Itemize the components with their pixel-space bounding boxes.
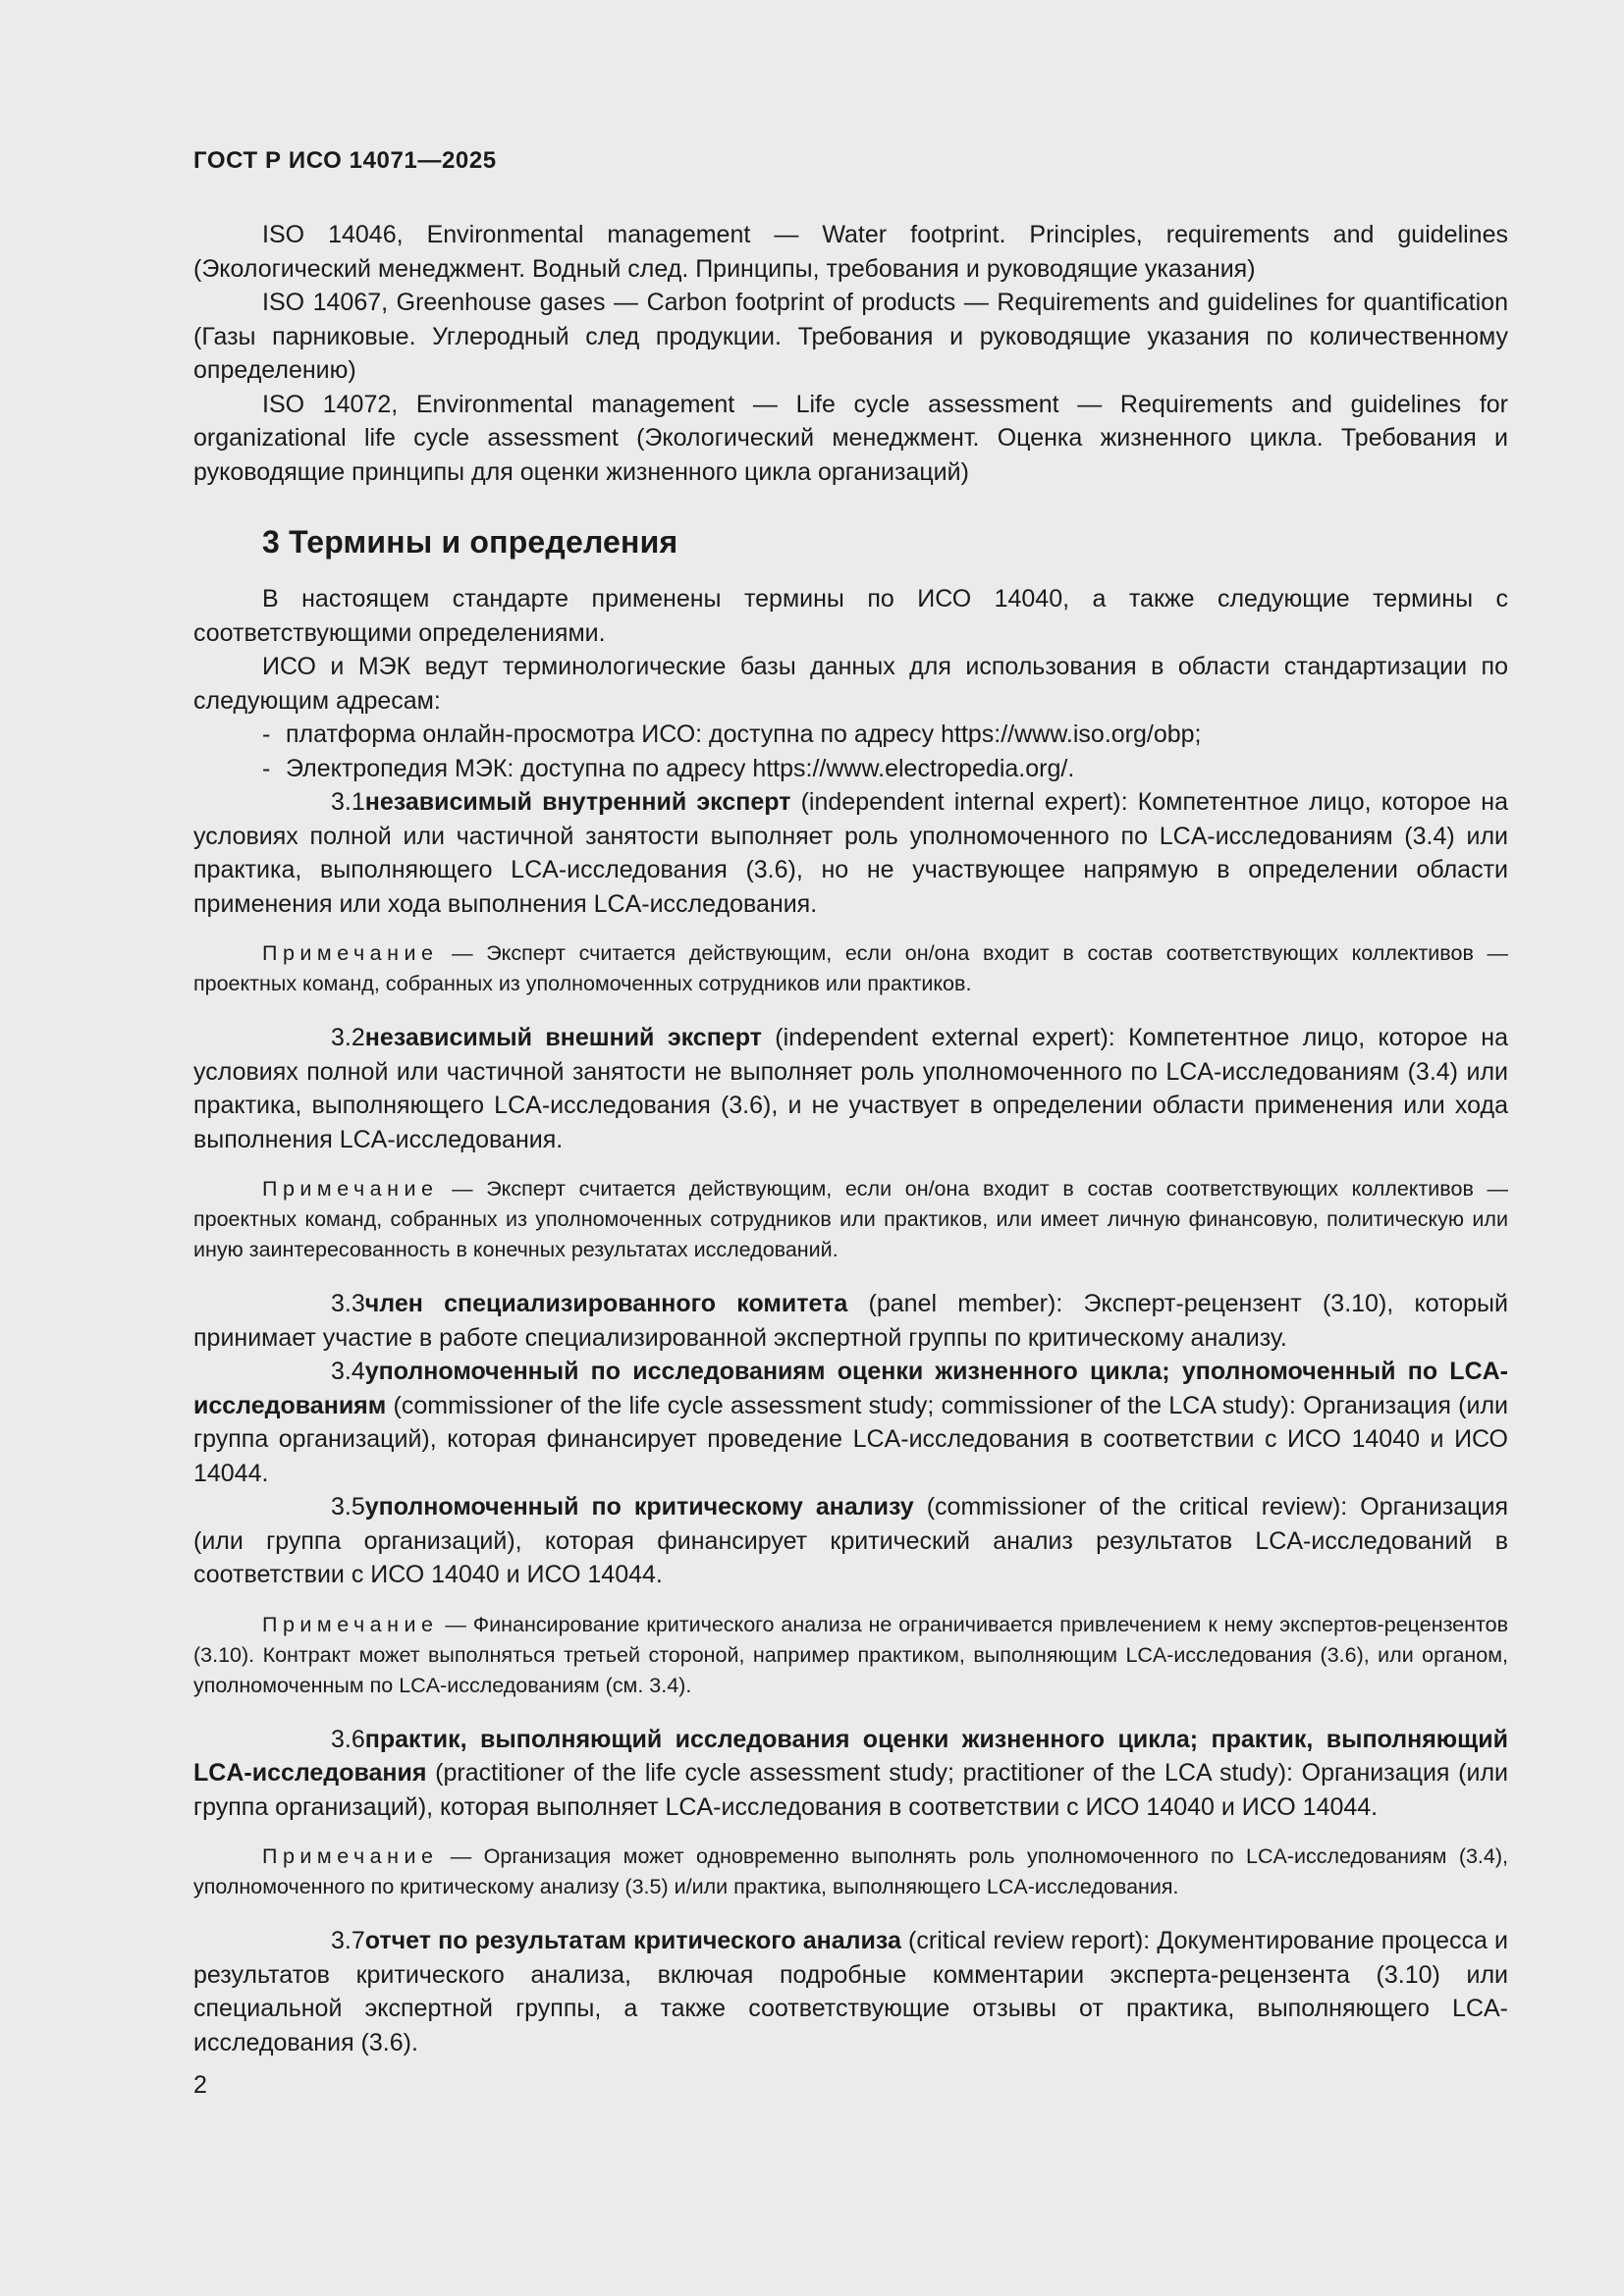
term-note (193, 1842, 1508, 1902)
list-item-text: Электропедия МЭК: доступна по адресу https://www.electropedia.org/. (286, 754, 1075, 782)
term-definition: (commissioner of the life cycle assessment study; commissioner of the LCA study): Организация (или группа организаций), которая финансирует проведение LCA-исследования в соответствии с ИСО 14040 и ИСО 14044. (193, 1391, 1508, 1487)
term-note (193, 1174, 1508, 1265)
note-text: — Эксперт считается действующим, если он/она входит в состав соответствующих коллективов — проектных команд, собранных из уполномоченных сотрудников или практиков, или имеет личную финансовую, политическую или иную заинтересованность в конечных результатах исследований. (193, 1177, 1508, 1261)
term-number: 3.6 (331, 1725, 365, 1753)
term-entry-3-7 (193, 1924, 1508, 2059)
term-name: член специализированного комитета (364, 1290, 848, 1317)
term-definition: (critical review report): Документирование процесса и результатов критического анализа, включая подробные комментарии эксперта-рецензента (3.10) или специальной экспертной группы, а также соответствующие отзывы от практика, выполняющего LCA-исследования (3.6). (193, 1927, 1508, 2056)
section-intro: ИСО и МЭК ведут терминологические базы данных для использования в области стандартизации по следующим адресам: (193, 653, 1508, 715)
term-name: практик, выполняющий исследования оценки жизненного цикла; практик, выполняющий LCA-исследования (193, 1725, 1508, 1787)
list-item-text: платформа онлайн-просмотра ИСО: доступна по адресу https://www.iso.org/obp; (286, 721, 1202, 748)
note-label: Примечание (262, 1844, 439, 1868)
term-entry-3-6 (193, 1723, 1508, 1825)
term-number: 3.1 (331, 788, 365, 816)
term-name: отчет по результатам критического анализа (364, 1927, 901, 1954)
term-definition: (panel member): Эксперт-рецензент (3.10), который принимает участие в работе специализированной экспертной группы по критическому анализу. (193, 1290, 1508, 1352)
term-name: независимый внутренний эксперт (364, 788, 791, 816)
reference-item: ISO 14046, Environmental management — Water footprint. Principles, requirements and guidelines (Экологический менеджмент. Водный след. Принципы, требования и руководящие указания) (193, 221, 1508, 283)
term-entry-3-3 (193, 1287, 1508, 1355)
term-number: 3.2 (331, 1024, 365, 1051)
term-definition: (independent external expert): Компетентное лицо, которое на условиях полной или частичной занятости не выполняет роль уполномоченного по LCA-исследованиям (3.4) или практика, выполняющего LCA-исследования (3.6), и не участвует в определении области применения или хода выполнения LCA-исследования. (193, 1024, 1508, 1153)
term-note (193, 938, 1508, 999)
term-number: 3.3 (331, 1290, 365, 1317)
list-item: - Электропедия МЭК: доступна по адресу https://www.electropedia.org/. (262, 754, 1075, 782)
term-entry-3-4 (193, 1355, 1508, 1490)
reference-item: ISO 14072, Environmental management — Life cycle assessment — Requirements and guidelines for organizational life cycle assessment (Экологический менеджмент. Оценка жизненного цикла. Требования и руководящие принципы для оценки жизненного цикла организаций) (193, 390, 1508, 486)
note-label: Примечание (262, 1177, 439, 1201)
page-number: 2 (193, 2071, 207, 2099)
note-text: — Организация может одновременно выполнять роль уполномоченного по LCA-исследованиям (3.4), уполномоченного по критическому анализу (3.5) и/или практика, выполняющего LCA-исследования. (193, 1844, 1508, 1898)
term-number: 3.7 (331, 1927, 365, 1954)
term-name: независимый внешний эксперт (364, 1024, 762, 1051)
term-definition: (commissioner of the critical review): Организация (или группа организаций), которая финансирует критический анализ результатов LCA-исследований в соответствии с ИСО 14040 и ИСО 14044. (193, 1493, 1509, 1588)
term-entry-3-1 (193, 785, 1508, 921)
document-header: ГОСТ Р ИСО 14071—2025 (193, 147, 497, 174)
note-label: Примечание (262, 1612, 439, 1636)
term-entry-3-2 (193, 1021, 1508, 1156)
section-intro: В настоящем стандарте применены термины по ИСО 14040, а также следующие термины с соответствующими определениями. (193, 585, 1508, 647)
list-item: - платформа онлайн-просмотра ИСО: доступна по адресу https://www.iso.org/obp; (262, 721, 1202, 748)
reference-item: ISO 14067, Greenhouse gases — Carbon footprint of products — Requirements and guidelines for quantification (Газы парниковые. Углеродный след продукции. Требования и руководящие указания по количественному определению) (193, 289, 1508, 384)
term-definition: (independent internal expert): Компетентное лицо, которое на условиях полной или частичной занятости выполняет роль уполномоченного по LCA-исследованиям (3.4) или практика, выполняющего LCA-исследования (3.6), но не участвующее напрямую в определении области применения или хода выполнения LCA-исследования. (193, 788, 1509, 918)
section-title: 3 Термины и определения (262, 524, 678, 560)
term-definition: (practitioner of the life cycle assessment study; practitioner of the LCA study): Организация (или группа организаций), которая выполняет LCA-исследования в соответствии с ИСО 14040 и ИСО 14044. (193, 1759, 1508, 1821)
note-text: — Эксперт считается действующим, если он/она входит в состав соответствующих коллективов — проектных команд, собранных из уполномоченных сотрудников или практиков. (193, 941, 1508, 995)
term-number: 3.4 (331, 1358, 365, 1385)
term-name: уполномоченный по исследованиям оценки жизненного цикла; уполномоченный по LCA-исследованиям (193, 1358, 1508, 1419)
references-list (193, 218, 1508, 489)
term-name: уполномоченный по критическому анализу (364, 1493, 914, 1521)
note-text: — Финансирование критического анализа не ограничивается привлечением к нему экспертов-рецензентов (3.10). Контракт может выполняться третьей стороной, например практиком, выполняющим LCA-исследования (3.6), или органом, уполномоченным по LCA-исследованиям (см. 3.4). (193, 1612, 1508, 1697)
term-note (193, 1610, 1508, 1701)
term-number: 3.5 (331, 1493, 365, 1521)
note-label: Примечание (262, 941, 439, 965)
term-entry-3-5 (193, 1490, 1508, 1592)
